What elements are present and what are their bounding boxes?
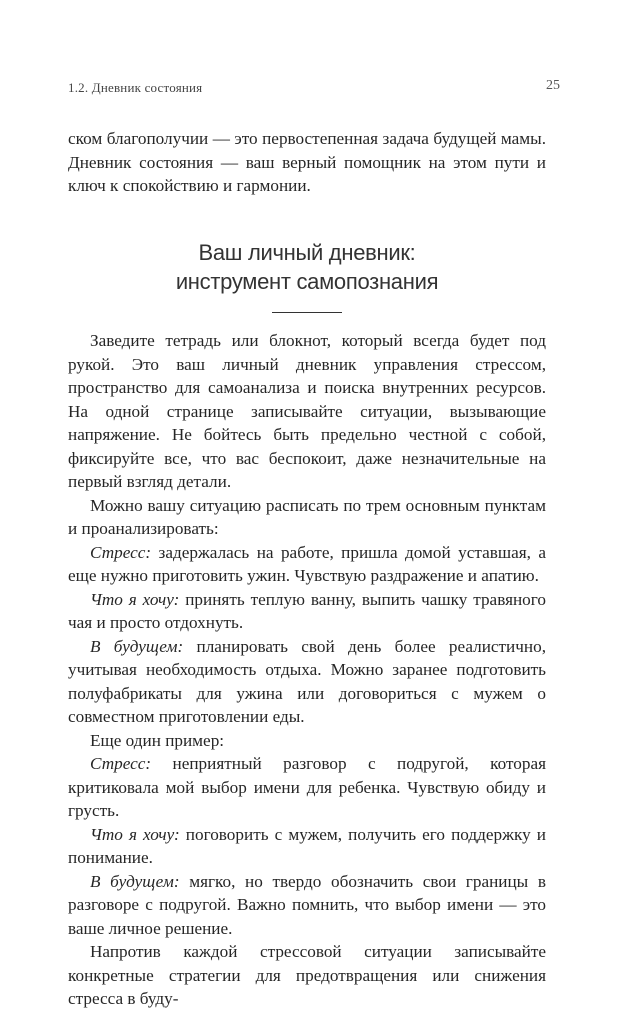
want-text: поговорить с мужем, получить его поддержку и понимание. bbox=[68, 824, 546, 867]
example2-stress bbox=[68, 752, 546, 823]
future-text: планировать свой день более реалистично, учитывая необходимость отдыха. Можно заранее подготовить полуфабрикаты для ужина или договориться с мужем о совместном приготовлении еды. bbox=[68, 636, 546, 726]
want-text: принять теплую ванну, выпить чашку травяного чая и просто отдохнуть. bbox=[68, 589, 546, 632]
paragraph-strategies: Напротив каждой стрессовой ситуации записывайте конкретные стратегии для предотвращения или снижения стресса в буду- bbox=[68, 942, 546, 1008]
example1-future bbox=[68, 635, 546, 729]
stress-label: Стресс: bbox=[90, 754, 152, 773]
section-title-line2: инструмент самопознания bbox=[175, 269, 439, 294]
stress-text: неприятный разговор с подругой, которая критиковала мой выбор имени для ребенка. Чувствую обиду и грусть. bbox=[68, 754, 546, 820]
paragraph-three-points: Можно вашу ситуацию расписать по трем основным пунктам и проанализировать: bbox=[68, 495, 546, 538]
page-number: 25 bbox=[546, 78, 560, 93]
intro-paragraph: ском благополучии — это первостепенная задача будущей мамы. Дневник состояния — ваш верный помощник на этом пути и ключ к спокойствию и гармонии. bbox=[68, 129, 546, 195]
future-text: мягко, но твердо обозначить свои границы в разговоре с подругой. Важно помнить, что выбор имени — это ваше личное решение. bbox=[68, 871, 546, 938]
example2-want bbox=[68, 823, 546, 870]
future-label: В будущем: bbox=[90, 871, 180, 891]
stress-text: задержалась на работе, пришла домой уставшая, а еще нужно приготовить ужин. Чувствую раздражение и апатию. bbox=[68, 542, 546, 585]
stress-label: Стресс: bbox=[90, 542, 152, 562]
heading-divider bbox=[272, 312, 342, 313]
intro-block bbox=[68, 127, 546, 198]
paragraph-notebook: Заведите тетрадь или блокнот, который всегда будет под рукой. Это ваш личный дневник управления стрессом, пространство для самоанализа и поиска внутренних ресурсов. На одной странице записывайте ситуации, вызывающие напряжение. Не бойтесь быть предельно честной с собой, фиксируйте все, что вас беспокоит, даже незначительные на первый взгляд детали. bbox=[68, 331, 546, 491]
future-label: В будущем: bbox=[90, 636, 184, 656]
want-label: Что я хочу: bbox=[90, 589, 180, 609]
section-heading bbox=[68, 238, 546, 296]
example1-stress bbox=[68, 541, 546, 588]
example1-want bbox=[68, 588, 546, 635]
section-title-line1: Ваш личный дневник: bbox=[198, 240, 416, 265]
paragraph-another-example: Еще один пример: bbox=[90, 730, 225, 750]
example2-future bbox=[68, 870, 546, 941]
running-head: 1.2. Дневник состояния bbox=[68, 80, 203, 95]
body-text bbox=[68, 329, 546, 1011]
want-label: Что я хочу: bbox=[90, 824, 180, 844]
